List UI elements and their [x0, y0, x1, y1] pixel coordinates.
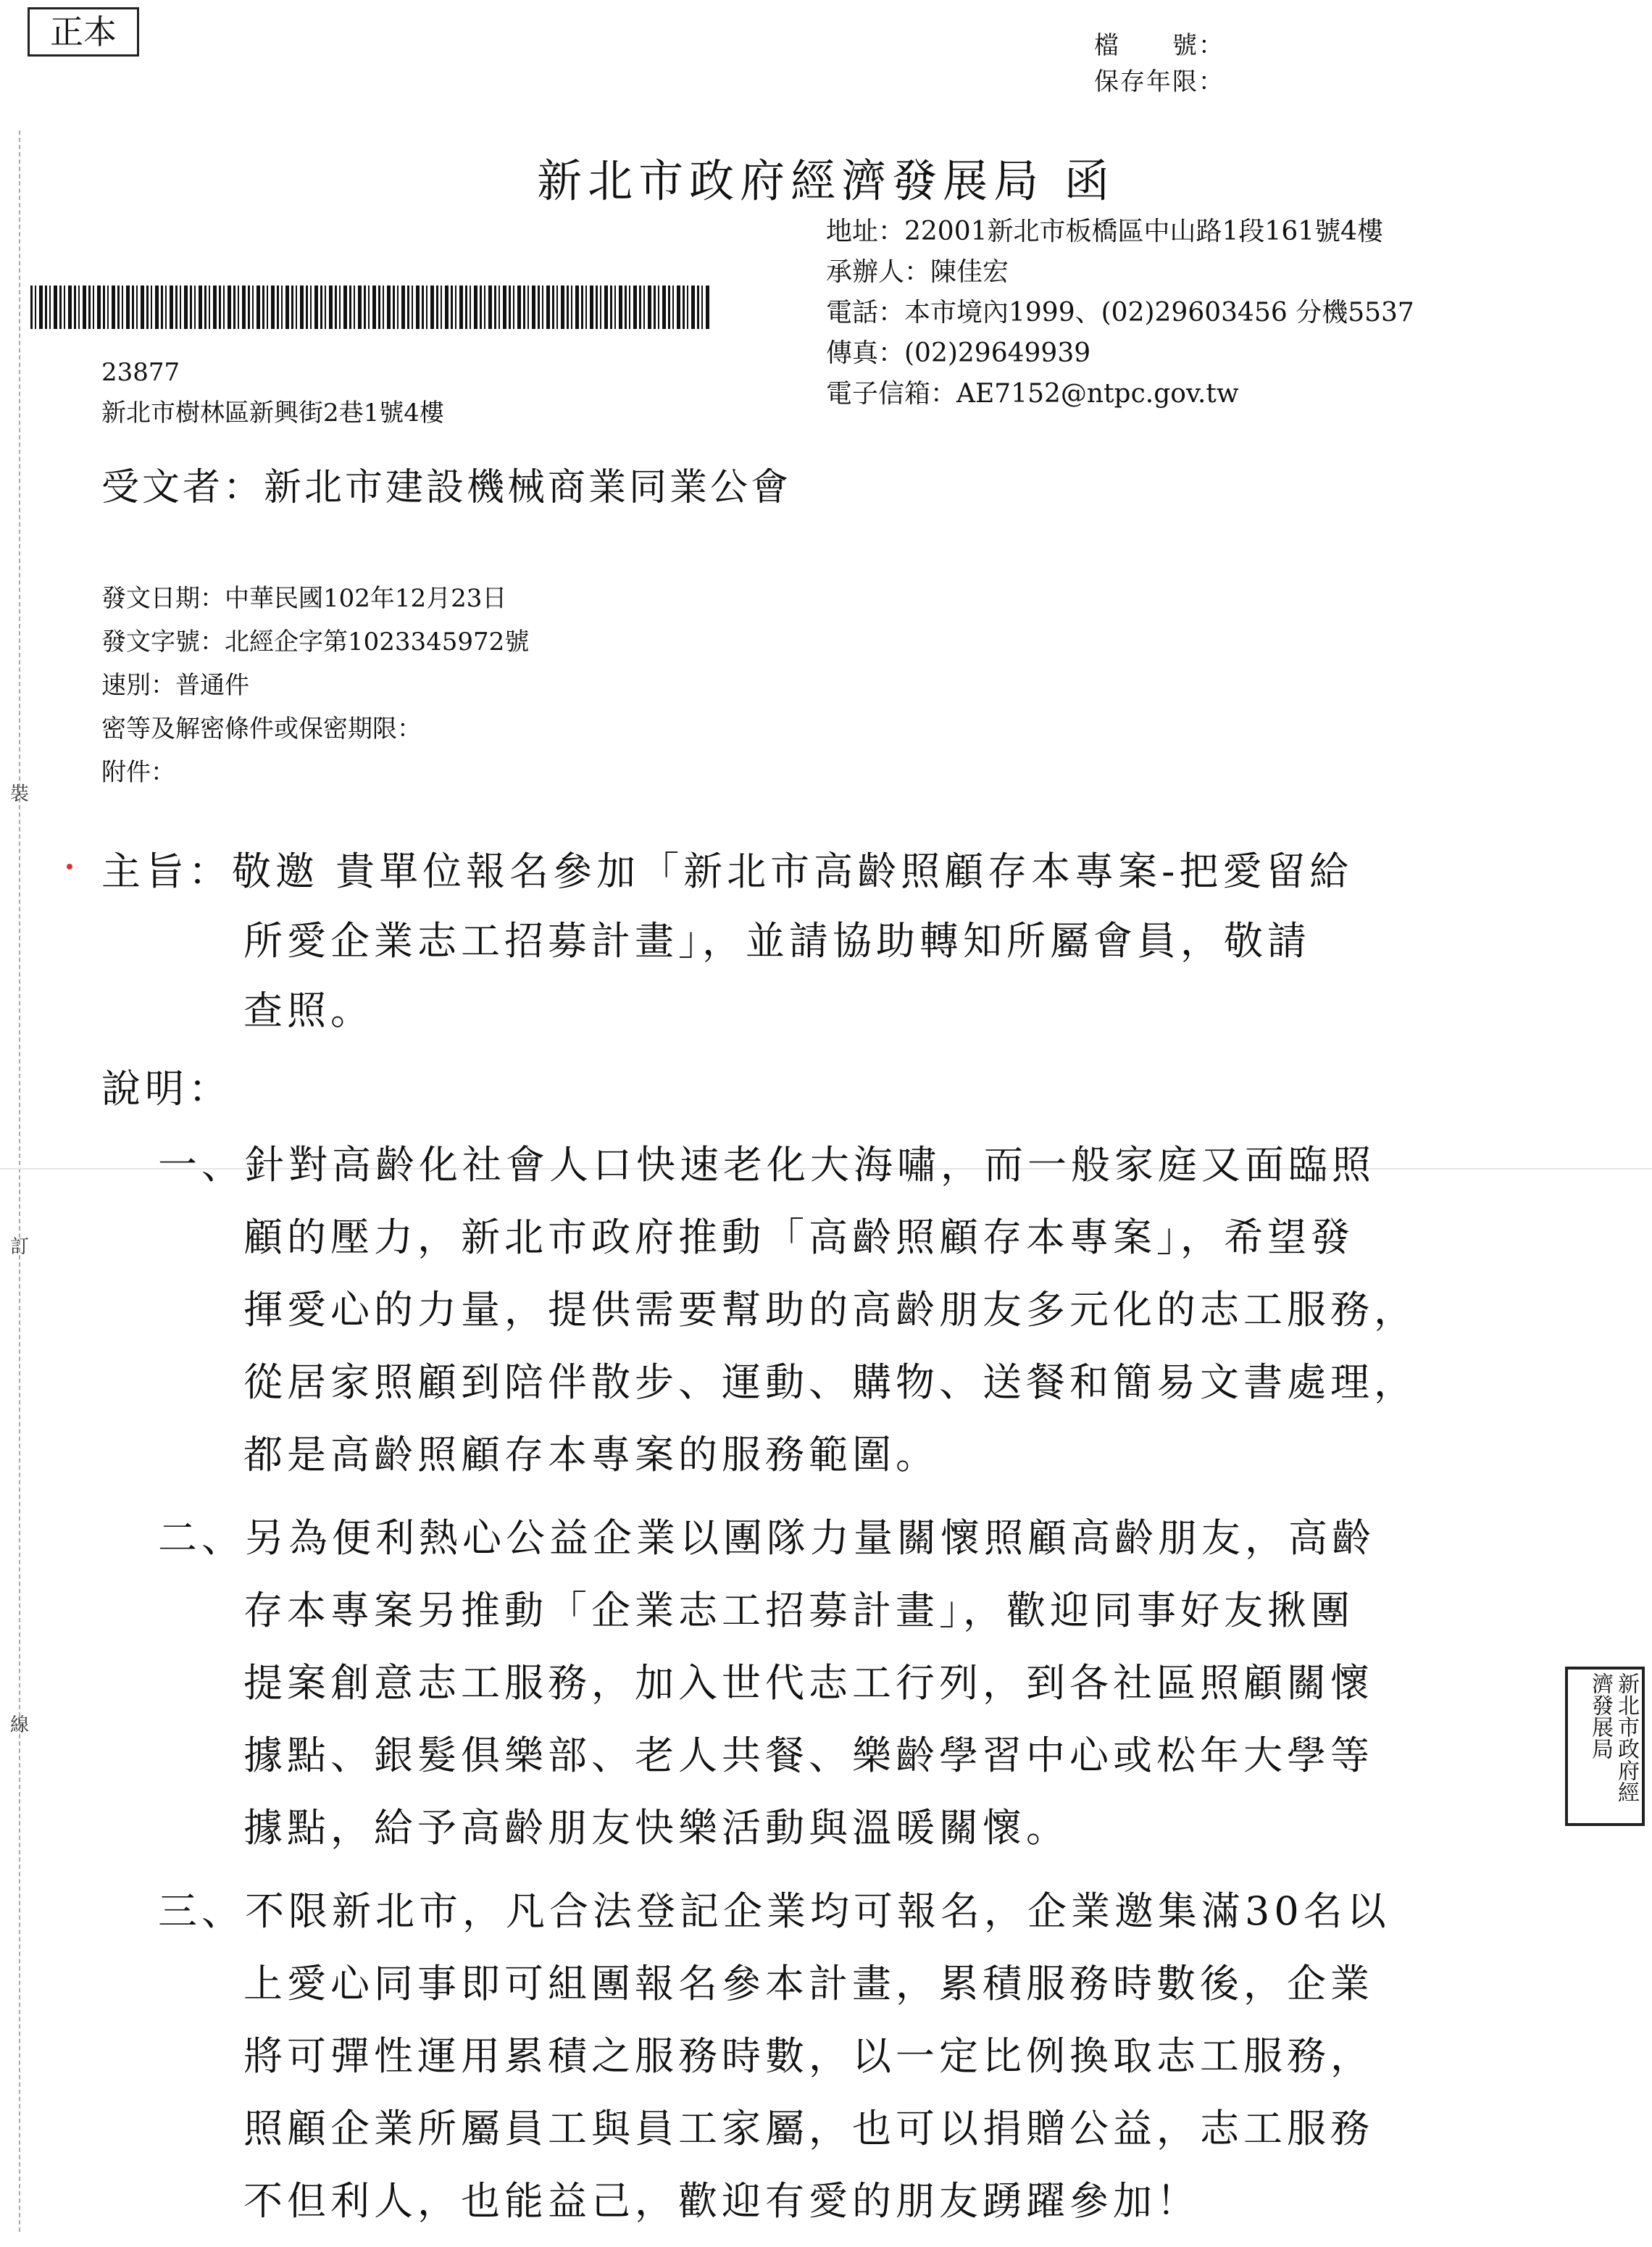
item-line: 存本專案另推動「企業志工招募計畫」，歡迎同事好友揪團	[243, 1588, 1354, 1633]
item-line: 一、針對高齡化社會人口快速老化大海嘯，而一般家庭又面臨照	[158, 1142, 1375, 1188]
item-line: 據點、銀髮俱樂部、老人共餐、樂齡學習中心或松年大學等	[243, 1733, 1374, 1778]
item-line: 三、不限新北市，凡合法登記企業均可報名，企業邀集滿30名以	[158, 1888, 1390, 1934]
speed-class: 速別：普通件	[101, 671, 249, 700]
secrecy-level: 密等及解密條件或保密期限：	[101, 714, 422, 743]
mailing-address	[101, 352, 444, 433]
item-line: 將可彈性運用累積之服務時數，以一定比例換取志工服務，	[243, 2033, 1374, 2079]
subject-line: 主旨：敬邀 貴單位報名參加「新北市高齡照顧存本專案-把愛留給	[101, 849, 1353, 894]
red-dot-mark	[67, 864, 72, 870]
fax: 傳真：(02)29649939	[826, 338, 1091, 368]
recipient: 受文者：新北市建設機械商業同業公會	[101, 466, 792, 509]
contact-block	[826, 212, 1414, 414]
explanation-label: 說明：	[101, 1066, 232, 1112]
binding-line	[19, 130, 20, 2232]
sender-address: 地址：22001新北市板橋區中山路1段161號4樓	[826, 217, 1384, 246]
document-title: 新北市政府經濟發展局 函	[537, 154, 1115, 207]
email: 電子信箱：AE7152@ntpc.gov.tw	[826, 379, 1239, 409]
binding-mark-zhuang: 裝	[10, 783, 30, 805]
document-number: 發文字號：北經企字第1023345972號	[101, 628, 530, 656]
subject-line: 所愛企業志工招募計畫」，並請協助轉知所屬會員，敬請	[243, 918, 1311, 964]
postcode: 23877	[101, 358, 180, 387]
file-number: 檔 號：	[1094, 31, 1225, 60]
handler: 承辦人：陳佳宏	[826, 257, 1009, 287]
file-meta	[1094, 28, 1225, 100]
item-line: 上愛心同事即可組團報名參本計畫，累積服務時數後，企業	[243, 1961, 1374, 2006]
document-meta	[101, 577, 529, 794]
binding-mark-ding: 訂	[10, 1236, 30, 1258]
subject-line: 查照。	[243, 988, 374, 1033]
item-line: 顧的壓力，新北市政府推動「高齡照顧存本專案」，希望發	[243, 1214, 1354, 1260]
item-line: 提案創意志工服務，加入世代志工行列，到各社區照顧關懷	[243, 1660, 1374, 1706]
barcode	[30, 285, 712, 329]
official-seal: 新北市政府經濟發展局	[1565, 1667, 1645, 1826]
item-line: 二、另為便利熱心公益企業以團隊力量關懷照顧高齡朋友，高齡	[158, 1515, 1375, 1561]
item-line: 揮愛心的力量，提供需要幫助的高齡朋友多元化的志工服務，	[243, 1287, 1417, 1333]
binding-mark-xian: 線	[10, 1714, 30, 1736]
original-copy-stamp: 正本	[28, 7, 139, 57]
issue-date: 發文日期：中華民國102年12月23日	[101, 584, 507, 613]
item-line: 不但利人，也能益己，歡迎有愛的朋友踴躍參加！	[243, 2178, 1200, 2224]
attachments: 附件：	[101, 758, 175, 787]
item-line: 照顧企業所屬員工與員工家屬，也可以捐贈公益，志工服務	[243, 2106, 1374, 2151]
retention-period: 保存年限：	[1094, 67, 1225, 96]
recipient-address: 新北市樹林區新興街2巷1號4樓	[101, 399, 444, 428]
phone: 電話：本市境內1999、(02)29603456 分機5537	[826, 298, 1414, 328]
item-line: 都是高齡照顧存本專案的服務範圍。	[243, 1432, 939, 1477]
item-line: 從居家照顧到陪伴散步、運動、購物、送餐和簡易文書處理，	[243, 1359, 1417, 1405]
item-line: 據點，給予高齡朋友快樂活動與溫暖關懷。	[243, 1805, 1069, 1851]
